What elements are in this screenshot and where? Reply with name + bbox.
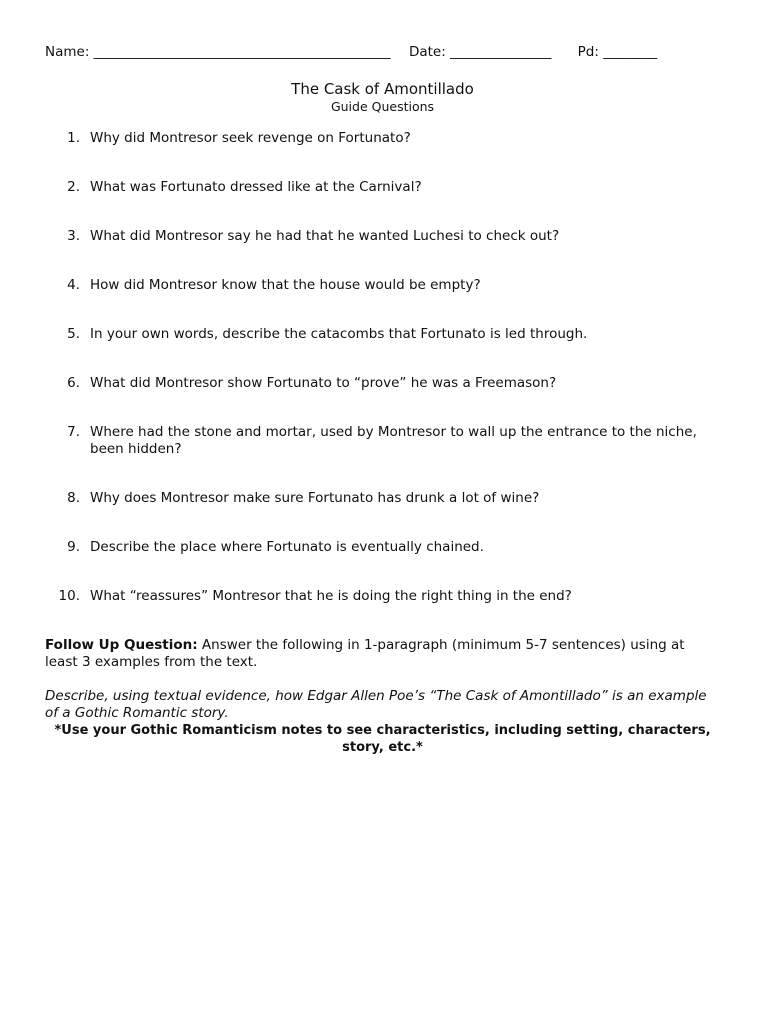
question-number: 10. — [58, 588, 80, 604]
question-item — [45, 130, 720, 147]
question-text: What did Montresor show Fortunato to “prove” he was a Freemason? — [90, 375, 557, 391]
question-number: 4. — [67, 277, 80, 293]
question-text: In your own words, describe the catacombs that Fortunato is led through. — [90, 326, 588, 342]
question-number: 9. — [67, 539, 80, 555]
question-number: 2. — [67, 179, 80, 195]
worksheet-subtitle: Guide Questions — [330, 99, 435, 114]
question-text: Why did Montresor seek revenge on Fortunato? — [90, 130, 411, 146]
follow-up-label: Follow Up Question: — [45, 637, 198, 653]
question-item — [45, 424, 720, 458]
question-text: What did Montresor say he had that he wanted Luchesi to check out? — [90, 228, 560, 244]
question-item — [45, 539, 720, 556]
date-field: Date: _______________ — [408, 44, 552, 60]
question-number: 3. — [67, 228, 80, 244]
question-text: Where had the stone and mortar, used by Montresor to wall up the entrance to the niche, been hidden? — [90, 424, 697, 457]
question-item — [45, 375, 720, 392]
period-label: Pd: — [577, 44, 599, 60]
worksheet-title: The Cask of Amontillado — [291, 80, 474, 98]
question-text: What was Fortunato dressed like at the Carnival? — [90, 179, 422, 195]
question-item — [45, 228, 720, 245]
worksheet-page — [45, 44, 720, 756]
question-text: Why does Montresor make sure Fortunato has drunk a lot of wine? — [90, 490, 540, 506]
essay-prompt: Describe, using textual evidence, how Edgar Allen Poe’s “The Cask of Amontillado” is an example of a Gothic Romantic story. — [45, 688, 707, 721]
question-item — [45, 490, 720, 507]
question-text: What “reassures” Montresor that he is doing the right thing in the end? — [90, 588, 572, 604]
question-text: Describe the place where Fortunato is eventually chained. — [90, 539, 484, 555]
student-info-line — [45, 44, 720, 61]
question-number: 6. — [67, 375, 80, 391]
follow-up-question — [45, 637, 720, 671]
period-blank: ________ — [603, 44, 658, 60]
question-number: 5. — [67, 326, 80, 342]
guide-questions-list — [45, 130, 720, 605]
question-number: 1. — [67, 130, 80, 146]
name-field: Name: ____________________________________________ — [45, 44, 391, 60]
question-item — [45, 179, 720, 196]
notes-reminder: *Use your Gothic Romanticism notes to see characteristics, including setting, characters, story, etc.* — [54, 723, 711, 755]
question-item — [45, 326, 720, 343]
question-number: 7. — [67, 424, 80, 440]
question-item — [45, 277, 720, 294]
question-number: 8. — [67, 490, 80, 506]
follow-up-text: Answer the following in 1-paragraph (minimum 5-7 sentences) using at least 3 examples from the text. — [45, 637, 685, 670]
question-text: How did Montresor know that the house would be empty? — [90, 277, 481, 293]
question-item — [45, 588, 720, 605]
